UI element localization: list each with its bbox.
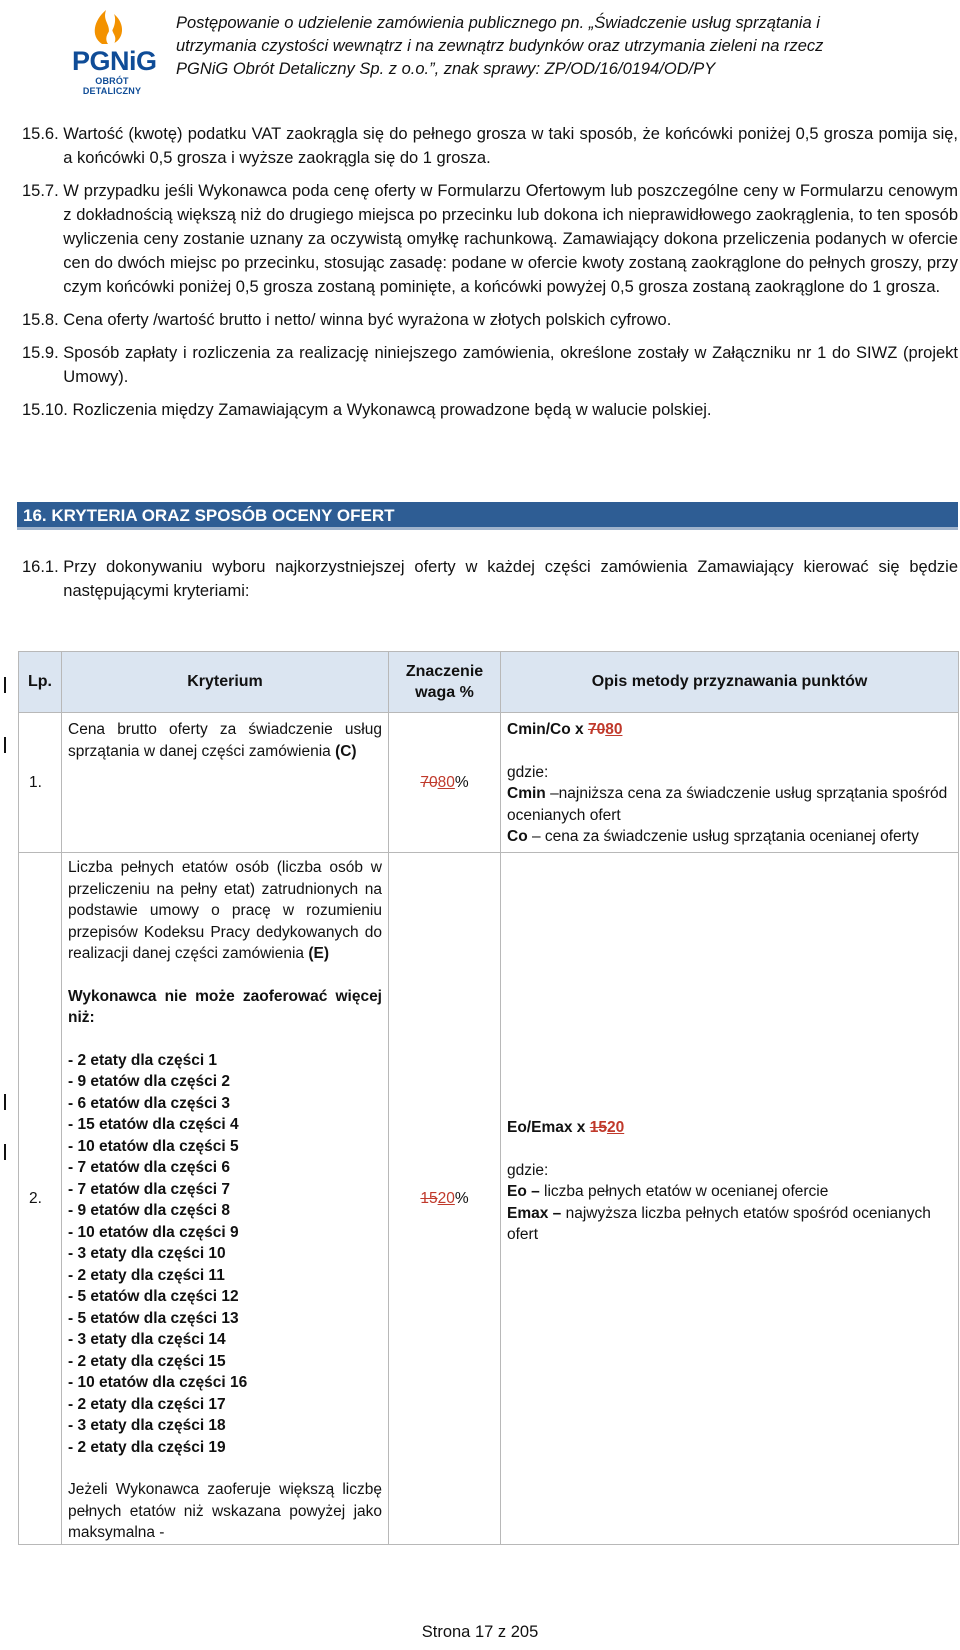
- spacer: [68, 965, 382, 986]
- paragraph-text: Wartość (kwotę) podatku VAT zaokrągla się do pełnego grosza w taki sposób, że końcówki poniżej 0,5 grosza pomija się, a końcówki 0,5 grosza i wyższe zaokrągla się do 1 grosza.: [63, 125, 958, 167]
- criterion-cell: [62, 713, 389, 853]
- method-cell: [501, 853, 959, 1545]
- emax-term: Emax –: [507, 1204, 566, 1222]
- co-term: Co: [507, 828, 532, 845]
- criterion-code: (C): [335, 742, 357, 760]
- paragraph-number: 15.6.: [22, 125, 64, 143]
- header-weight-line2: waga %: [415, 684, 474, 701]
- limit-heading: Wykonawca nie może zaoferować więcej niż:: [68, 987, 382, 1026]
- formula: [507, 719, 952, 741]
- eo-def: liczba pełnych etatów w ocenianej ofercie: [544, 1183, 829, 1200]
- list-item: - 2 etaty dla części 1: [68, 1051, 218, 1069]
- list-item: - 7 etatów dla części 6: [68, 1159, 230, 1176]
- spacer: [507, 1139, 952, 1160]
- weight-new-value: 80: [437, 773, 455, 791]
- formula-prefix: Eo/Emax x: [507, 1119, 590, 1136]
- paragraph-15-10: [22, 398, 958, 422]
- paragraph-number: 16.1.: [22, 558, 64, 576]
- list-item: - 10 etatów dla części 9: [68, 1223, 239, 1241]
- paragraph-15-9: [22, 341, 958, 389]
- eo-definition: [507, 1181, 952, 1203]
- excess-note: Jeżeli Wykonawca zaoferuje większą liczbę pełnych etatów niż wskazana powyżej jako maksymalna -: [68, 1481, 382, 1541]
- list-item: - 7 etatów dla części 7: [68, 1180, 230, 1198]
- list-item: - 15 etatów dla części 4: [68, 1116, 239, 1133]
- table-header-row: [19, 652, 959, 713]
- list-item: - 3 etaty dla części 18: [68, 1417, 226, 1434]
- list-item: - 2 etaty dla części 15: [68, 1352, 226, 1370]
- paragraph-text: Sposób zapłaty i rozliczenia za realizację niniejszego zamówienia, określone zostały w Załączniku nr 1 do SIWZ (projekt Umowy).: [63, 344, 958, 386]
- list-item: - 3 etaty dla części 10: [68, 1245, 226, 1262]
- header-line: utrzymania czystości wewnątrz i na zewnątrz budynków oraz utrzymania zieleni na rzecz: [176, 37, 824, 55]
- position-limits-list: [68, 1050, 382, 1459]
- spacer: [68, 1029, 382, 1050]
- weight-cell: [389, 853, 501, 1545]
- paragraph-text: Przy dokonywaniu wyboru najkorzystniejszej oferty w każdej części zamówienia Zamawiający kierować się będzie następującymi kryteriami:: [63, 558, 958, 600]
- revision-bar: [4, 677, 6, 693]
- formula-new-value: 20: [606, 1119, 625, 1136]
- company-logo: [72, 6, 157, 96]
- row-number: 2.: [19, 853, 62, 1545]
- criteria-table: [18, 651, 959, 1545]
- list-item: - 10 etatów dla części 16: [68, 1374, 248, 1391]
- header-line: PGNiG Obrót Detaliczny Sp. z o.o.”, znak sprawy: ZP/OD/16/0194/OD/PY: [176, 60, 716, 78]
- row-number: 1.: [19, 713, 62, 853]
- where-label: gdzie:: [507, 1161, 549, 1179]
- list-item: - 9 etatów dla części 2: [68, 1073, 230, 1090]
- paragraph-number: 15.9.: [22, 344, 64, 362]
- table-row: [19, 713, 959, 853]
- section-16-heading: 16. KRYTERIA ORAZ SPOSÓB OCENY OFERT: [17, 502, 958, 530]
- spacer: [68, 1458, 382, 1479]
- paragraph-number: 15.10.: [22, 401, 73, 419]
- co-definition: [507, 826, 952, 848]
- section-15-content: [22, 122, 958, 431]
- flame-icon: [72, 6, 152, 48]
- page-number: Strona 17 z 205: [421, 1623, 539, 1641]
- paragraph-number: 15.7.: [22, 182, 64, 200]
- list-item: - 2 etaty dla części 11: [68, 1266, 225, 1284]
- revision-bar: [4, 737, 6, 753]
- criterion-code: (E): [308, 945, 330, 962]
- method-cell: [501, 713, 959, 853]
- formula-old-value: 70: [587, 721, 606, 738]
- paragraph-15-8: [22, 308, 958, 332]
- where-label: gdzie:: [507, 763, 549, 781]
- formula-prefix: Cmin/Co x: [507, 721, 588, 738]
- weight-percent: %: [454, 773, 469, 791]
- formula-new-value: 80: [605, 721, 623, 738]
- criterion-text: Liczba pełnych etatów osób (liczba osób w przeliczeniu na pełny etat) zatrudnionych na podstawie umowy o pracę w rozumieniu przepisów Kodeksu Pracy dedykowanych do realizacji danej części zamówienia: [68, 859, 382, 962]
- method-content: [507, 1117, 952, 1246]
- emax-definition: [507, 1203, 952, 1246]
- list-item: - 2 etaty dla części 17: [68, 1395, 226, 1413]
- cmin-def: –najniższa cena za świadczenie usług sprzątania spośród ocenianych ofert: [507, 785, 948, 824]
- weight-old-value: 70: [420, 773, 438, 791]
- paragraph-number: 15.8.: [22, 311, 64, 329]
- cmin-term: Cmin: [507, 785, 551, 802]
- list-item: - 10 etatów dla części 5: [68, 1137, 239, 1155]
- paragraph-text: Cena oferty /wartość brutto i netto/ winna być wyrażona w złotych polskich cyfrowo.: [63, 311, 672, 329]
- header-weight-line1: Znaczenie: [405, 662, 484, 680]
- header-line: Postępowanie o udzielenie zamówienia publicznego pn. „Świadczenie usług sprzątania i: [176, 14, 820, 32]
- paragraph-15-6: [22, 122, 958, 170]
- cmin-definition: [507, 783, 952, 826]
- list-item: - 6 etatów dla części 3: [68, 1094, 230, 1112]
- criterion-description: [68, 857, 382, 965]
- paragraph-15-7: [22, 179, 958, 299]
- logo-subtitle: OBRÓT DETALICZNY: [82, 76, 142, 96]
- header-criterion: Kryterium: [62, 652, 389, 713]
- weight-new-value: 20: [437, 1189, 455, 1207]
- spacer: [507, 741, 952, 762]
- weight-cell: [389, 713, 501, 853]
- list-item: - 2 etaty dla części 19: [68, 1438, 226, 1456]
- list-item: - 5 etatów dla części 12: [68, 1288, 239, 1305]
- table-row: [19, 853, 959, 1545]
- paragraph-text: Rozliczenia między Zamawiającym a Wykonawcą prowadzone będą w walucie polskiej.: [72, 401, 712, 419]
- paragraph-text: W przypadku jeśli Wykonawca poda cenę oferty w Formularzu Ofertowym lub poszczególne ceny w Formularzu cenowym z dokładnością większą niż do drugiego miejsca po przecinku lub dokona ich nieprawidłowego zaokrąglenia, to ten sposób wyliczenia ceny zostanie uznany za oczywistą omyłkę rachunkową. Zamawiający dokona przeliczenia podanych w ofercie cen do dwóch miejsc po przecinku, stosując zasadę: podane w ofercie kwoty zostaną zaokrąglone do pełnych groszy, przy czym końcówki poniżej 0,5 grosza zostaną pominięte, a końcówki powyżej 0,5 grosza zostaną zaokrąglone do 1 grosza.: [63, 182, 958, 296]
- criterion-text: Cena brutto oferty za świadczenie usług sprzątania w danej części zamówienia: [68, 721, 382, 760]
- formula: [507, 1117, 952, 1139]
- header-lp: Lp.: [19, 652, 62, 713]
- revision-bar: [4, 1094, 6, 1110]
- list-item: - 9 etatów dla części 8: [68, 1202, 230, 1219]
- header-weight: [389, 652, 501, 713]
- list-item: - 5 etatów dla części 13: [68, 1309, 239, 1327]
- co-def: – cena za świadczenie usług sprzątania ocenianej oferty: [531, 828, 919, 845]
- weight-old-value: 15: [420, 1189, 438, 1207]
- document-header: [176, 12, 948, 81]
- criterion-cell: [62, 853, 389, 1545]
- paragraph-16-1-row: [22, 555, 958, 603]
- weight-percent: %: [454, 1189, 469, 1207]
- revision-bar: [4, 1144, 6, 1160]
- list-item: - 3 etaty dla części 14: [68, 1331, 226, 1348]
- header-method: Opis metody przyznawania punktów: [501, 652, 959, 713]
- paragraph-16-1: [22, 555, 958, 612]
- eo-term: Eo –: [507, 1183, 545, 1200]
- logo-brand: PGNiG: [72, 46, 157, 76]
- emax-def: najwyższa liczba pełnych etatów spośród ocenianych ofert: [507, 1204, 931, 1243]
- formula-old-value: 15: [589, 1119, 607, 1136]
